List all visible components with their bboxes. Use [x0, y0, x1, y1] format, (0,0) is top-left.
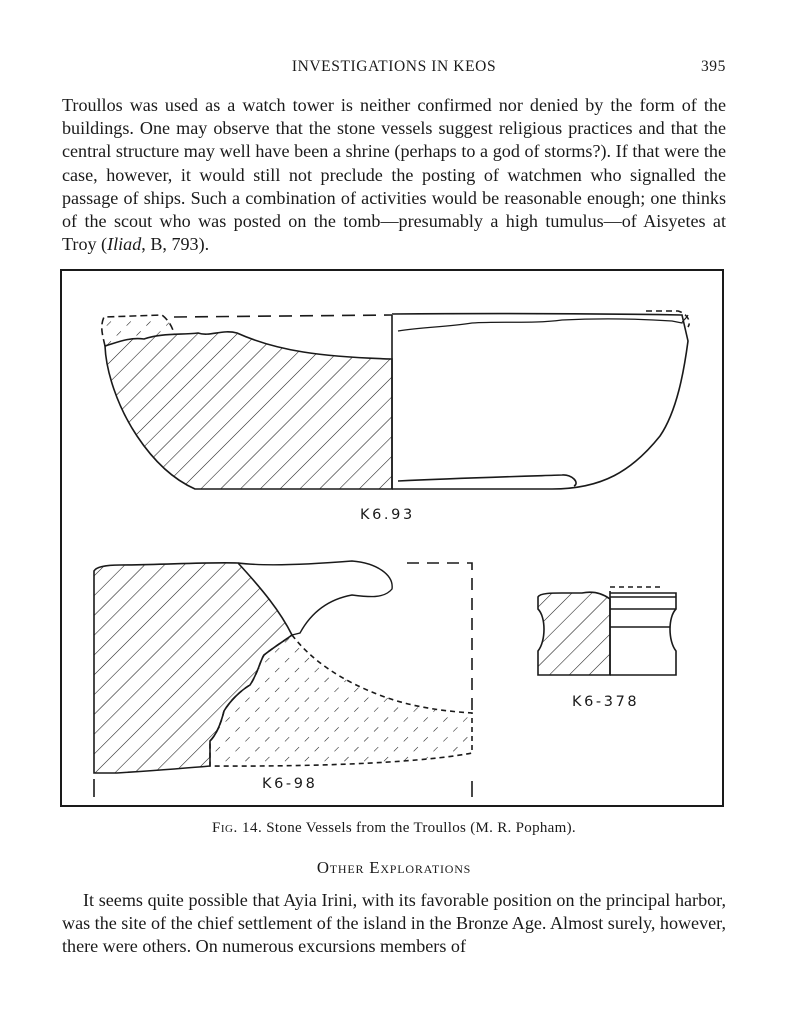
label-k6-93: K6.93: [360, 507, 415, 523]
vessel-k6-98-drawing: [94, 561, 472, 797]
figure-caption: [62, 820, 726, 837]
paragraph-text: Troullos was used as a watch tower is neither confirmed nor denied by the form of the buildings. One may observe that the stone vessels suggest religious practices and that the central structure may well have been a shrine (perhaps to a god of storms?). If that were the case, however, it would still not preclude the posting of watchmen who signalled the passage of ships. Such a combination of activities would be reasonable enough; one thinks of the scout who was posted on the tomb—presumably a high tumulus—of Aisyetes at Troy (: [62, 95, 726, 255]
running-title: INVESTIGATIONS IN KEOS: [291, 58, 497, 75]
figure-14: [60, 269, 724, 807]
italic-title: Iliad: [107, 234, 142, 255]
paragraph-text-end: , B, 793).: [141, 234, 210, 255]
figure-number: Fig. 14.: [212, 820, 263, 836]
vessel-k6-378-drawing: [538, 587, 676, 675]
running-head: [62, 58, 726, 80]
vessel-drawings: [62, 271, 726, 809]
label-k6-378: K6-378: [572, 694, 640, 710]
body-paragraph-2: It seems quite possible that Ayia Irini, with its favorable position on the principal harbor, was the site of the chief settlement of the island in the Bronze Age. Almost surely, however, there were others. On numerous excursions members of: [62, 890, 726, 957]
page-number: 395: [700, 58, 726, 75]
label-k6-98: K6-98: [262, 776, 318, 792]
vessel-k6-93-drawing: [102, 311, 690, 489]
body-paragraph-1: [62, 94, 726, 256]
section-heading: Other Explorations: [316, 858, 472, 877]
figure-caption-text: Stone Vessels from the Troullos (M. R. Popham).: [266, 820, 576, 836]
